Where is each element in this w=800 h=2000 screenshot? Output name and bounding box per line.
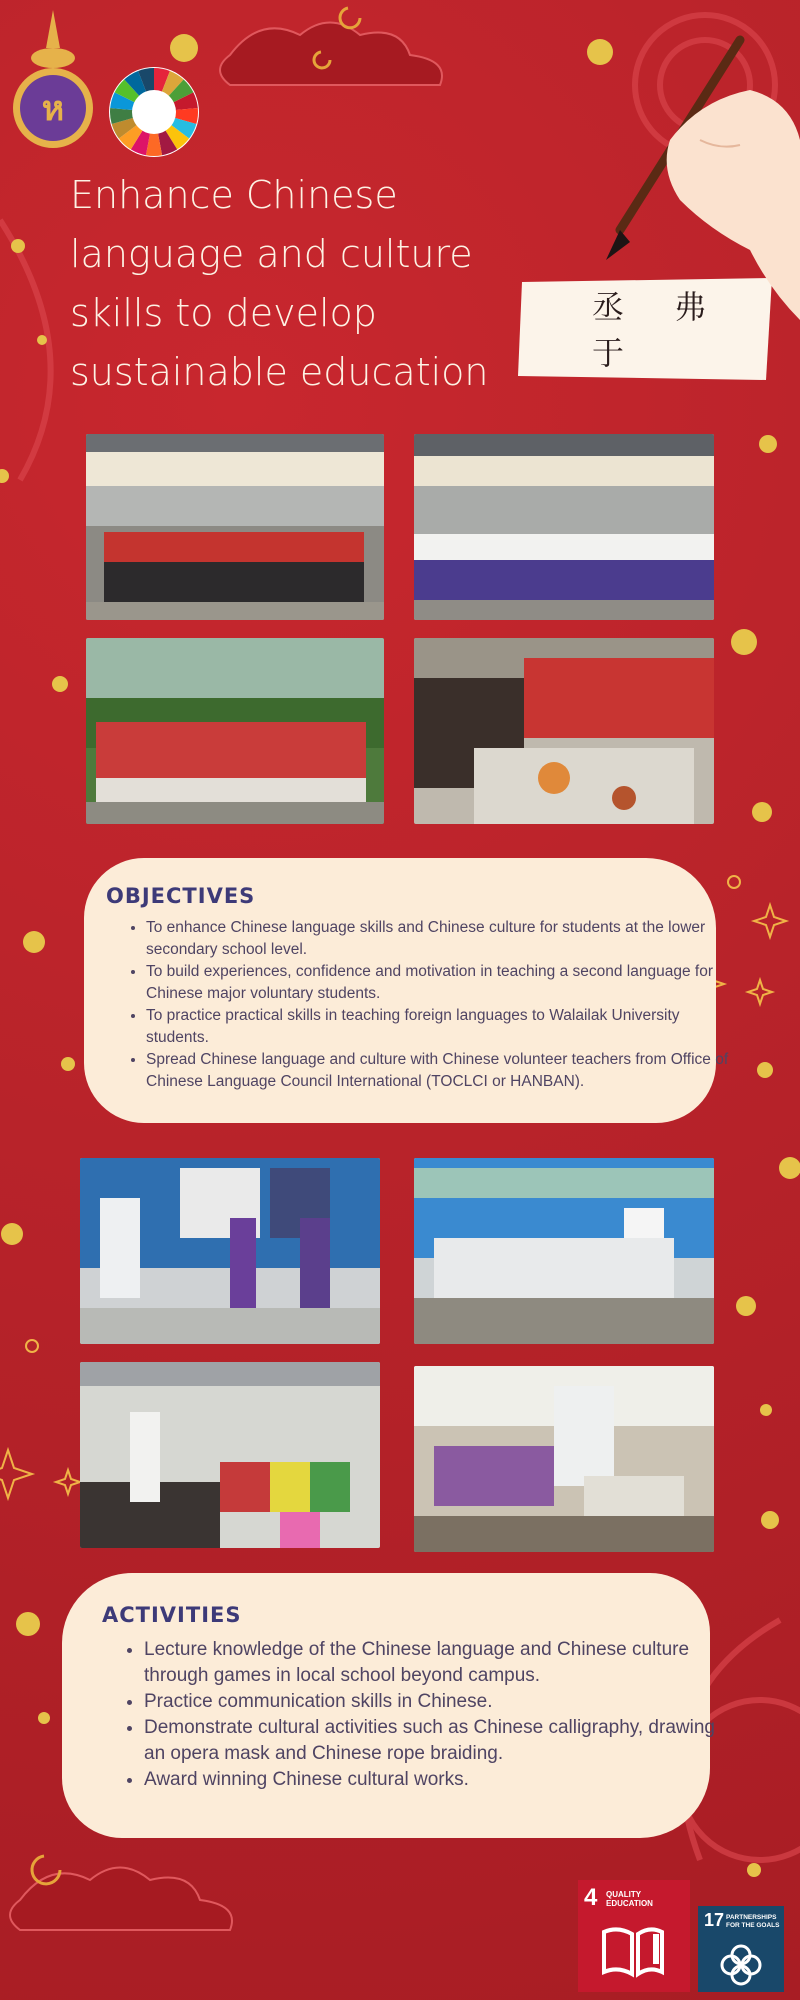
list-item: • Demonstrate cultural activities such as Chinese calligraphy, drawing an opera mask and Chinese rope braiding. [144,1715,730,1767]
list-item: • To enhance Chinese language skills and Chinese culture for students at the lower secondary school level. [146,917,736,961]
sdg4-badge [578,1880,690,1992]
list-item: • Practice communication skills in Chinese. [144,1689,730,1715]
calligraphy-glyphs: 丞 弗 于 [592,288,727,372]
list-item: • Spread Chinese language and culture with Chinese volunteer teachers from Office of Chinese Language Council International (TOCLCI or HANBAN). [146,1049,736,1093]
flower-rings-icon [718,1942,764,1988]
svg-text:ห: ห [41,89,65,129]
photo-group-red-shirts [86,434,384,620]
poster-title: Enhance Chinese language and culture skills to develop sustainable education [70,173,489,394]
brush-hand-icon [600,30,800,320]
photo-classroom-students [414,1158,714,1344]
photo-group-purple-uniforms [414,434,714,620]
book-pencil-icon [600,1924,670,1978]
activities-card [62,1573,715,1838]
list-item: • To practice practical skills in teaching foreign languages to Walailak University students. [146,1005,736,1049]
sdg4-label: QUALITY EDUCATION [606,1890,653,1908]
list-item: • Award winning Chinese cultural works. [144,1767,730,1793]
photo-students-painting-masks [414,638,714,824]
activities-heading: ACTIVITIES [102,1603,242,1627]
sdg-wheel-icon [108,66,200,158]
list-item: • To build experiences, confidence and motivation in teaching a second language for Chinese major voluntary students. [146,961,736,1005]
activities-list [102,1637,730,1793]
sdg4-number: 4 [584,1884,598,1911]
photo-group-outdoor [86,638,384,824]
photo-teacher-board [80,1362,380,1548]
photo-students-writing [414,1366,714,1552]
sdg17-badge [698,1906,784,1992]
university-seal-icon [8,8,98,148]
objectives-list [104,917,736,1093]
objectives-card [84,858,729,1123]
photo-classroom-presentation [80,1158,380,1344]
list-item: • Lecture knowledge of the Chinese language and Chinese culture through games in local school beyond campus. [144,1637,730,1689]
sdg17-label: PARTNERSHIPS FOR THE GOALS [726,1914,780,1929]
sdg17-number: 17 [704,1910,725,1930]
objectives-heading: OBJECTIVES [106,884,256,908]
